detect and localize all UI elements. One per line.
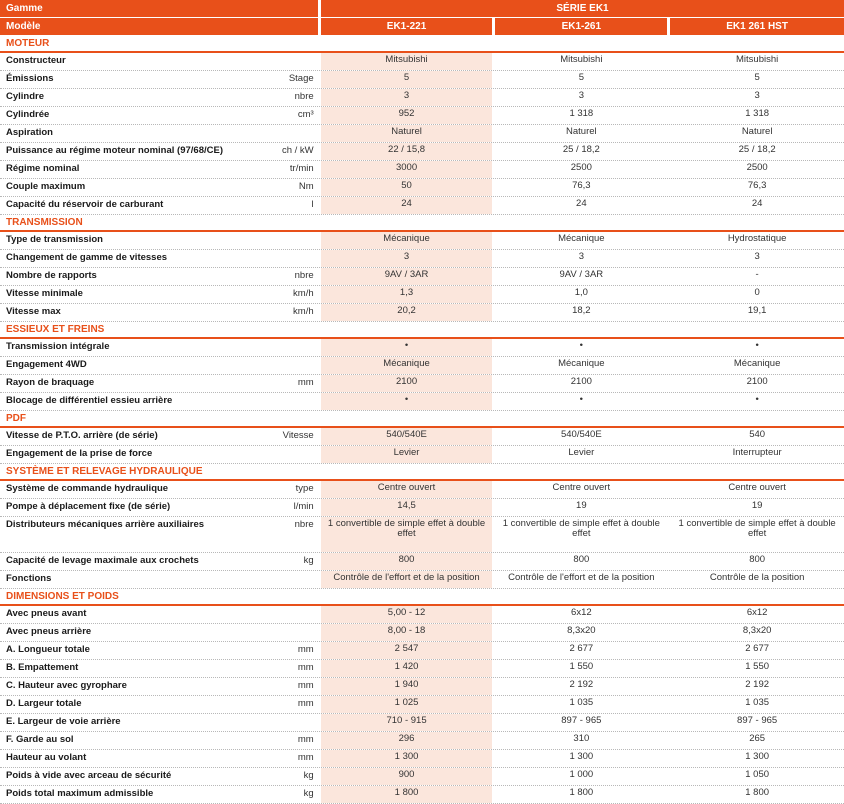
spec-value: 2500 — [570, 162, 592, 173]
spec-label: Type de transmission — [6, 234, 103, 245]
spec-unit — [270, 357, 318, 374]
spec-unit — [270, 571, 318, 588]
series-label: SÉRIE EK1 — [321, 0, 844, 17]
spec-value: 1 800 — [569, 787, 594, 798]
spec-label: B. Empattement — [6, 662, 79, 673]
spec-unit — [270, 606, 318, 623]
spec-row — [0, 179, 844, 197]
section-title: PDF — [0, 411, 844, 428]
spec-unit: l/min — [293, 501, 314, 512]
spec-value: Naturel — [566, 126, 597, 137]
spec-label: Couple maximum — [6, 181, 86, 192]
spec-row — [0, 553, 844, 571]
spec-label: Vitesse minimale — [6, 288, 83, 299]
spec-label: Avec pneus arrière — [6, 626, 92, 637]
spec-value: 800 — [573, 554, 590, 565]
spec-label: Pompe à déplacement fixe (de série) — [6, 501, 171, 512]
spec-unit: mm — [297, 734, 314, 745]
spec-row — [0, 71, 844, 89]
spec-unit — [270, 339, 318, 356]
section-title: SYSTÈME ET RELEVAGE HYDRAULIQUE — [0, 464, 844, 481]
spec-value: 1 000 — [569, 769, 594, 780]
spec-value: Mécanique — [321, 232, 493, 249]
spec-value: 24 — [751, 198, 763, 209]
spec-value: 1 550 — [745, 661, 770, 672]
spec-value: 897 - 965 — [737, 715, 778, 726]
spec-unit: cm³ — [297, 109, 314, 120]
spec-value: 2500 — [746, 162, 768, 173]
spec-value: • — [579, 394, 583, 405]
spec-value: 540/540E — [560, 429, 602, 440]
spec-value: 24 — [576, 198, 587, 209]
section-title: MOTEUR — [0, 36, 844, 53]
spec-label: Régime nominal — [6, 163, 80, 174]
spec-row — [0, 428, 844, 446]
spec-unit: Nm — [298, 181, 314, 192]
model-header-row — [0, 18, 844, 35]
spec-label: Rayon de braquage — [6, 377, 95, 388]
spec-unit — [270, 125, 318, 142]
spec-value: Levier — [321, 446, 493, 463]
spec-row — [0, 268, 844, 286]
spec-value: • — [755, 394, 759, 405]
spec-row — [0, 286, 844, 304]
spec-unit: l — [311, 199, 314, 210]
spec-unit: kg — [303, 555, 314, 566]
spec-value: 5,00 - 12 — [321, 606, 493, 623]
spec-value: 296 — [321, 732, 493, 749]
spec-value: 900 — [321, 768, 493, 785]
spec-value: 310 — [573, 733, 590, 744]
spec-value: 897 - 965 — [561, 715, 602, 726]
spec-row — [0, 606, 844, 624]
spec-value: 1,3 — [321, 286, 493, 303]
range-label: Gamme — [0, 0, 318, 17]
spec-label: Engagement 4WD — [6, 359, 87, 370]
spec-value: 800 — [749, 554, 766, 565]
spec-value: Interrupteur — [732, 447, 782, 458]
spec-unit: km/h — [293, 288, 314, 299]
spec-row — [0, 517, 844, 553]
spec-value: Mécanique — [558, 233, 605, 244]
spec-row — [0, 304, 844, 322]
spec-unit: km/h — [293, 306, 314, 317]
model-name: EK1-221 — [321, 18, 493, 35]
spec-unit: kg — [303, 788, 314, 799]
spec-value: 2100 — [321, 375, 493, 392]
spec-row — [0, 768, 844, 786]
spec-value: 24 — [321, 197, 493, 214]
spec-label: Blocage de différentiel essieu arrière — [6, 395, 173, 406]
spec-unit: mm — [297, 698, 314, 709]
spec-value: 710 - 915 — [321, 714, 493, 731]
spec-label: Vitesse de P.T.O. arrière (de série) — [6, 430, 158, 441]
spec-value: 2100 — [570, 376, 592, 387]
spec-unit — [270, 624, 318, 641]
spec-value: 1 025 — [321, 696, 493, 713]
spec-value: 5 — [578, 72, 584, 83]
spec-value: 1 050 — [745, 769, 770, 780]
section-title: ESSIEUX ET FREINS — [0, 322, 844, 339]
spec-label: A. Longueur totale — [6, 644, 90, 655]
spec-value: 0 — [754, 287, 760, 298]
spec-label: Cylindre — [6, 91, 45, 102]
spec-label: Engagement de la prise de force — [6, 448, 153, 459]
spec-value: 19,1 — [747, 305, 767, 316]
spec-value: 9AV / 3AR — [559, 269, 604, 280]
spec-value: 540 — [749, 429, 766, 440]
spec-label: Poids à vide avec arceau de sécurité — [6, 770, 172, 781]
spec-value: 1 convertible de simple effet à double effet — [502, 518, 660, 539]
spec-value: 265 — [749, 733, 766, 744]
model-name: EK1-261 — [495, 18, 667, 35]
spec-unit: kg — [303, 770, 314, 781]
spec-row — [0, 339, 844, 357]
spec-value: 25 / 18,2 — [562, 144, 600, 155]
spec-value: 19 — [751, 500, 763, 511]
spec-value: 2 677 — [569, 643, 594, 654]
section-title: TRANSMISSION — [0, 215, 844, 232]
spec-row — [0, 571, 844, 589]
spec-label: E. Largeur de voie arrière — [6, 716, 121, 727]
spec-unit: mm — [297, 662, 314, 673]
model-name: EK1 261 HST — [670, 18, 844, 35]
spec-value: 2100 — [746, 376, 768, 387]
spec-value: Hydrostatique — [727, 233, 787, 244]
spec-label: Transmission intégrale — [6, 341, 110, 352]
spec-value: 1 800 — [321, 786, 493, 803]
spec-value: 19 — [576, 500, 587, 511]
spec-label: C. Hauteur avec gyrophare — [6, 680, 127, 691]
spec-value: 22 / 15,8 — [321, 143, 493, 160]
spec-row — [0, 696, 844, 714]
spec-row — [0, 250, 844, 268]
spec-unit: Vitesse — [282, 430, 314, 441]
spec-value: 1 300 — [321, 750, 493, 767]
spec-row — [0, 53, 844, 71]
spec-row — [0, 732, 844, 750]
spec-value: 76,3 — [572, 180, 591, 191]
spec-value: Centre ouvert — [321, 481, 493, 498]
spec-row — [0, 642, 844, 660]
spec-row — [0, 786, 844, 804]
spec-body — [0, 36, 844, 804]
spec-unit — [270, 53, 318, 70]
spec-label: Fonctions — [6, 573, 52, 584]
spec-value: 1 convertible de simple effet à double effet — [678, 518, 836, 539]
spec-row — [0, 125, 844, 143]
spec-value: Naturel — [321, 125, 493, 142]
spec-value: Levier — [568, 447, 595, 458]
spec-value: 1 035 — [569, 697, 594, 708]
spec-row — [0, 89, 844, 107]
spec-label: F. Garde au sol — [6, 734, 74, 745]
spec-unit — [270, 232, 318, 249]
spec-value: 76,3 — [747, 180, 767, 191]
spec-value: 5 — [754, 72, 760, 83]
spec-value: Mécanique — [733, 358, 781, 369]
spec-value: 3000 — [321, 161, 493, 178]
spec-value: • — [321, 339, 493, 356]
spec-row — [0, 660, 844, 678]
spec-value: 20,2 — [321, 304, 493, 321]
spec-value: 8,3x20 — [742, 625, 772, 636]
spec-label: Avec pneus avant — [6, 608, 87, 619]
spec-value: Mécanique — [321, 357, 493, 374]
spec-value: Mitsubishi — [736, 54, 779, 65]
spec-value: 3 — [754, 90, 760, 101]
spec-label: Nombre de rapports — [6, 270, 97, 281]
range-header-row — [0, 0, 844, 17]
spec-row — [0, 481, 844, 499]
spec-row — [0, 393, 844, 411]
spec-row — [0, 107, 844, 125]
spec-value: Contrôle de l'effort et de la position — [508, 572, 655, 583]
spec-unit: nbre — [294, 91, 314, 102]
spec-label: Vitesse max — [6, 306, 61, 317]
spec-unit: mm — [297, 680, 314, 691]
spec-value: 1 550 — [569, 661, 594, 672]
spec-row — [0, 714, 844, 732]
spec-value: 2 192 — [745, 679, 770, 690]
spec-value: Mitsubishi — [321, 53, 493, 70]
spec-value: 1 940 — [321, 678, 493, 695]
spec-value: Mécanique — [558, 358, 605, 369]
spec-unit: Stage — [288, 73, 314, 84]
spec-value: 1 318 — [569, 108, 594, 119]
spec-label: D. Largeur totale — [6, 698, 82, 709]
spec-value: 1 035 — [745, 697, 770, 708]
spec-value: • — [579, 340, 583, 351]
spec-value: 800 — [321, 553, 493, 570]
spec-row — [0, 624, 844, 642]
spec-label: Changement de gamme de vitesses — [6, 252, 168, 263]
spec-value: 5 — [321, 71, 493, 88]
spec-row — [0, 197, 844, 215]
spec-value: 1 300 — [569, 751, 594, 762]
spec-label: Poids total maximum admissible — [6, 788, 154, 799]
spec-label: Distributeurs mécaniques arrière auxiliaires — [6, 519, 205, 530]
spec-value: 6x12 — [746, 607, 768, 618]
spec-unit — [270, 446, 318, 463]
spec-value: 2 677 — [745, 643, 770, 654]
spec-unit: tr/min — [289, 163, 314, 174]
spec-value: 2 192 — [569, 679, 594, 690]
spec-row — [0, 143, 844, 161]
spec-unit — [270, 393, 318, 410]
spec-label: Constructeur — [6, 55, 66, 66]
spec-unit: nbre — [294, 519, 314, 530]
spec-value: 25 / 18,2 — [738, 144, 776, 155]
spec-value: 3 — [321, 250, 493, 267]
spec-value: Mitsubishi — [560, 54, 603, 65]
spec-value: 1 420 — [321, 660, 493, 677]
spec-value: 1 convertible de simple effet à double effet — [321, 517, 493, 552]
spec-row — [0, 232, 844, 250]
spec-value: 8,3x20 — [567, 625, 596, 636]
spec-label: Émissions — [6, 73, 54, 84]
spec-row — [0, 499, 844, 517]
spec-value: 3 — [321, 89, 493, 106]
spec-value: 540/540E — [321, 428, 493, 445]
spec-value: 2 547 — [321, 642, 493, 659]
spec-unit: mm — [297, 644, 314, 655]
spec-value: 3 — [754, 251, 760, 262]
spec-value: Naturel — [741, 126, 773, 137]
spec-unit: mm — [297, 752, 314, 763]
spec-label: Capacité du réservoir de carburant — [6, 199, 164, 210]
spec-unit — [270, 714, 318, 731]
spec-value: Centre ouvert — [728, 482, 786, 493]
spec-value: 3 — [578, 90, 584, 101]
spec-label: Puissance au régime moteur nominal (97/68/CE) — [6, 145, 223, 156]
spec-label: Cylindrée — [6, 109, 50, 120]
spec-value: 18,2 — [572, 305, 591, 316]
spec-row — [0, 750, 844, 768]
spec-row — [0, 446, 844, 464]
spec-value: 1,0 — [574, 287, 588, 298]
spec-label: Système de commande hydraulique — [6, 483, 169, 494]
spec-value: 3 — [578, 251, 584, 262]
spec-label: Hauteur au volant — [6, 752, 87, 763]
spec-row — [0, 375, 844, 393]
spec-value: 50 — [321, 179, 493, 196]
spec-row — [0, 678, 844, 696]
spec-value: • — [755, 340, 759, 351]
spec-value: Contrôle de l'effort et de la position — [321, 571, 493, 588]
spec-value: 6x12 — [571, 607, 592, 618]
spec-label: Capacité de levage maximale aux crochets — [6, 555, 199, 566]
spec-value: - — [755, 269, 759, 280]
spec-row — [0, 161, 844, 179]
spec-label: Aspiration — [6, 127, 53, 138]
spec-value: 952 — [321, 107, 493, 124]
spec-value: 9AV / 3AR — [321, 268, 493, 285]
spec-unit: mm — [297, 377, 314, 388]
section-title: DIMENSIONS ET POIDS — [0, 589, 844, 606]
spec-unit — [270, 250, 318, 267]
spec-value: 14,5 — [321, 499, 493, 516]
spec-value: 1 318 — [745, 108, 770, 119]
spec-value: Contrôle de la position — [709, 572, 805, 583]
spec-row — [0, 357, 844, 375]
spec-unit: ch / kW — [281, 145, 314, 156]
spec-unit: type — [295, 483, 314, 494]
spec-value: Centre ouvert — [552, 482, 611, 493]
spec-value: 8,00 - 18 — [321, 624, 493, 641]
spec-value: • — [321, 393, 493, 410]
spec-value: 1 300 — [745, 751, 770, 762]
model-label: Modèle — [0, 18, 318, 35]
spec-value: 1 800 — [745, 787, 770, 798]
spec-unit: nbre — [294, 270, 314, 281]
